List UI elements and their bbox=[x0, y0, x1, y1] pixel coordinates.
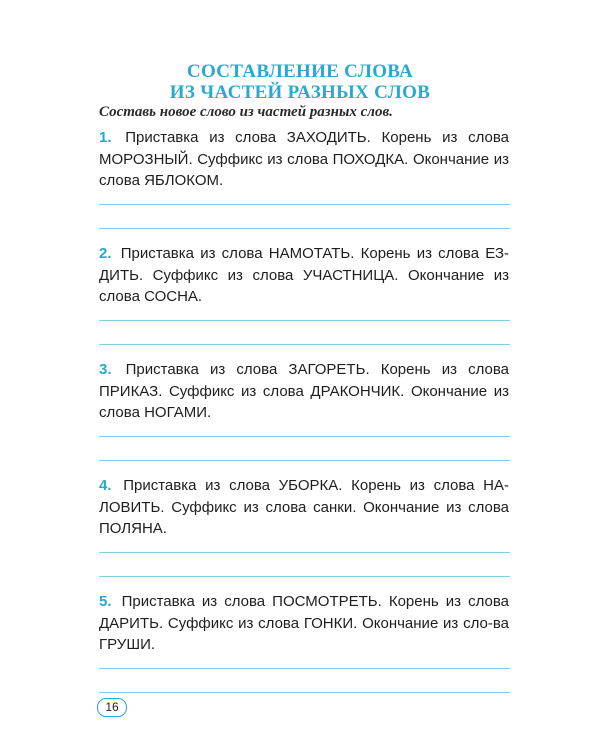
task-1-text: Приставка из слова ЗАХОДИТЬ. Корень из слова МОРОЗНЫЙ. Суффикс из слова ПОХОДКА. Окончание из слова ЯБЛОКОМ. bbox=[99, 129, 509, 189]
task-3 bbox=[99, 359, 509, 424]
task-3-text: Приставка из слова ЗАГОРЕТЬ. Корень из слова ПРИКАЗ. Суффикс из слова ДРАКОНЧИК. Окончание из слова НОГАМИ. bbox=[99, 361, 509, 421]
task-3-answer-line-1[interactable] bbox=[99, 436, 510, 437]
task-1-answer-line-2[interactable] bbox=[99, 228, 510, 229]
task-4 bbox=[99, 475, 509, 540]
task-5 bbox=[99, 591, 509, 656]
task-3-number: 3. bbox=[99, 361, 112, 378]
page-title-line-1: СОСТАВЛЕНИЕ СЛОВА bbox=[186, 61, 414, 82]
task-4-answer-line-1[interactable] bbox=[99, 552, 510, 553]
task-1-answer-line-1[interactable] bbox=[99, 204, 510, 205]
instruction-text: Составь новое слово из частей разных слов. bbox=[99, 104, 393, 120]
task-2-text: Приставка из слова НАМОТАТЬ. Корень из слова ЕЗ-ДИТЬ. Суффикс из слова УЧАСТНИЦА. Окончание из слова СОСНА. bbox=[99, 245, 510, 305]
task-2-answer-line-1[interactable] bbox=[99, 320, 510, 321]
task-5-text: Приставка из слова ПОСМОТРЕТЬ. Корень из слова ДАРИТЬ. Суффикс из слова ГОНКИ. Окончание из сло-ва ГРУШИ. bbox=[99, 593, 509, 653]
task-4-answer-line-2[interactable] bbox=[99, 576, 510, 577]
task-2-number: 2. bbox=[99, 245, 112, 262]
task-3-answer-line-2[interactable] bbox=[99, 460, 510, 461]
page-title-line-2: ИЗ ЧАСТЕЙ РАЗНЫХ СЛОВ bbox=[169, 82, 431, 103]
task-5-answer-line-1[interactable] bbox=[99, 668, 510, 669]
task-2-answer-line-2[interactable] bbox=[99, 344, 510, 345]
task-4-number: 4. bbox=[99, 477, 112, 494]
page-number: 16 bbox=[97, 698, 127, 717]
task-5-answer-line-2[interactable] bbox=[99, 692, 510, 693]
task-1-number: 1. bbox=[99, 129, 112, 146]
task-2 bbox=[99, 243, 509, 308]
task-5-number: 5. bbox=[99, 593, 112, 610]
task-4-text: Приставка из слова УБОРКА. Корень из слова НА-ЛОВИТЬ. Суффикс из слова санки. Окончание из слова ПОЛЯНА. bbox=[99, 477, 509, 537]
task-1 bbox=[99, 127, 509, 192]
